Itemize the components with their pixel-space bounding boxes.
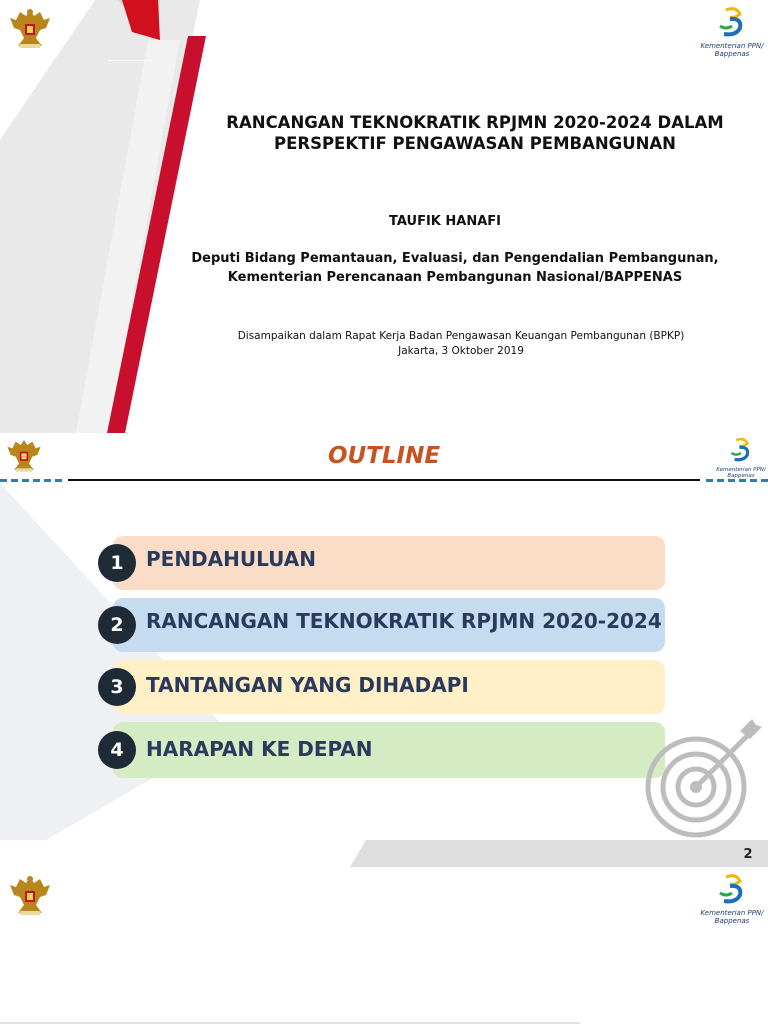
title-slide (0, 0, 768, 433)
title-line-1: RANCANGAN TEKNOKRATIK RPJMN 2020-2024 DALAM (226, 113, 724, 132)
dashed-divider-right (706, 479, 768, 482)
outline-item-label-1: PENDAHULUAN (146, 547, 316, 571)
role-line-1: Deputi Bidang Pemantauan, Evaluasi, dan Pengendalian Pembangunan, (191, 251, 719, 266)
bappenas-line1: Kementerian PPN/ (716, 467, 766, 473)
author-role (170, 249, 740, 287)
bappenas-logo (700, 4, 764, 58)
author-name: TAUFIK HANAFI (389, 214, 501, 229)
presentation-title (170, 112, 768, 154)
outline-item-label-4: HARAPAN KE DEPAN (146, 737, 373, 761)
bappenas-line2: Bappenas (727, 473, 755, 479)
bappenas-logo (700, 871, 764, 925)
event-info (170, 329, 752, 359)
outline-heading: OUTLINE (327, 443, 441, 469)
bappenas-line1: Kementerian PPN/ (700, 909, 764, 917)
bappenas-emblem-icon (712, 4, 752, 38)
outline-item-number-1: 1 (98, 544, 136, 582)
dashed-divider-left (0, 479, 62, 482)
garuda-emblem-icon (6, 4, 54, 52)
page-number: 2 (743, 846, 753, 862)
title-line-2: PERSPEKTIF PENGAWASAN PEMBANGUNAN (274, 134, 676, 153)
title-underline (68, 479, 700, 481)
target-arrow-icon (642, 717, 766, 841)
bappenas-line2: Bappenas (714, 917, 750, 925)
bappenas-line2: Bappenas (714, 50, 750, 58)
outline-item-number-2: 2 (98, 606, 136, 644)
event-line-1: Disampaikan dalam Rapat Kerja Badan Pengawasan Keuangan Pembangunan (BPKP) (237, 330, 685, 342)
role-line-2: Kementerian Perencanaan Pembangunan Nasional/BAPPENAS (227, 270, 683, 285)
outline-item-number-3: 3 (98, 668, 136, 706)
outline-slide (0, 433, 768, 867)
outline-item-label-2: RANCANGAN TEKNOKRATIK RPJMN 2020-2024 (146, 609, 662, 633)
event-line-2: Jakarta, 3 Oktober 2019 (398, 345, 524, 357)
next-slide-partial (0, 867, 768, 1024)
garuda-emblem-icon (6, 871, 54, 919)
outline-item-label-3: TANTANGAN YANG DIHADAPI (146, 673, 469, 697)
bappenas-emblem-icon (712, 871, 752, 905)
bottom-band (0, 840, 768, 867)
bappenas-line1: Kementerian PPN/ (700, 42, 764, 50)
outline-item-number-4: 4 (98, 731, 136, 769)
